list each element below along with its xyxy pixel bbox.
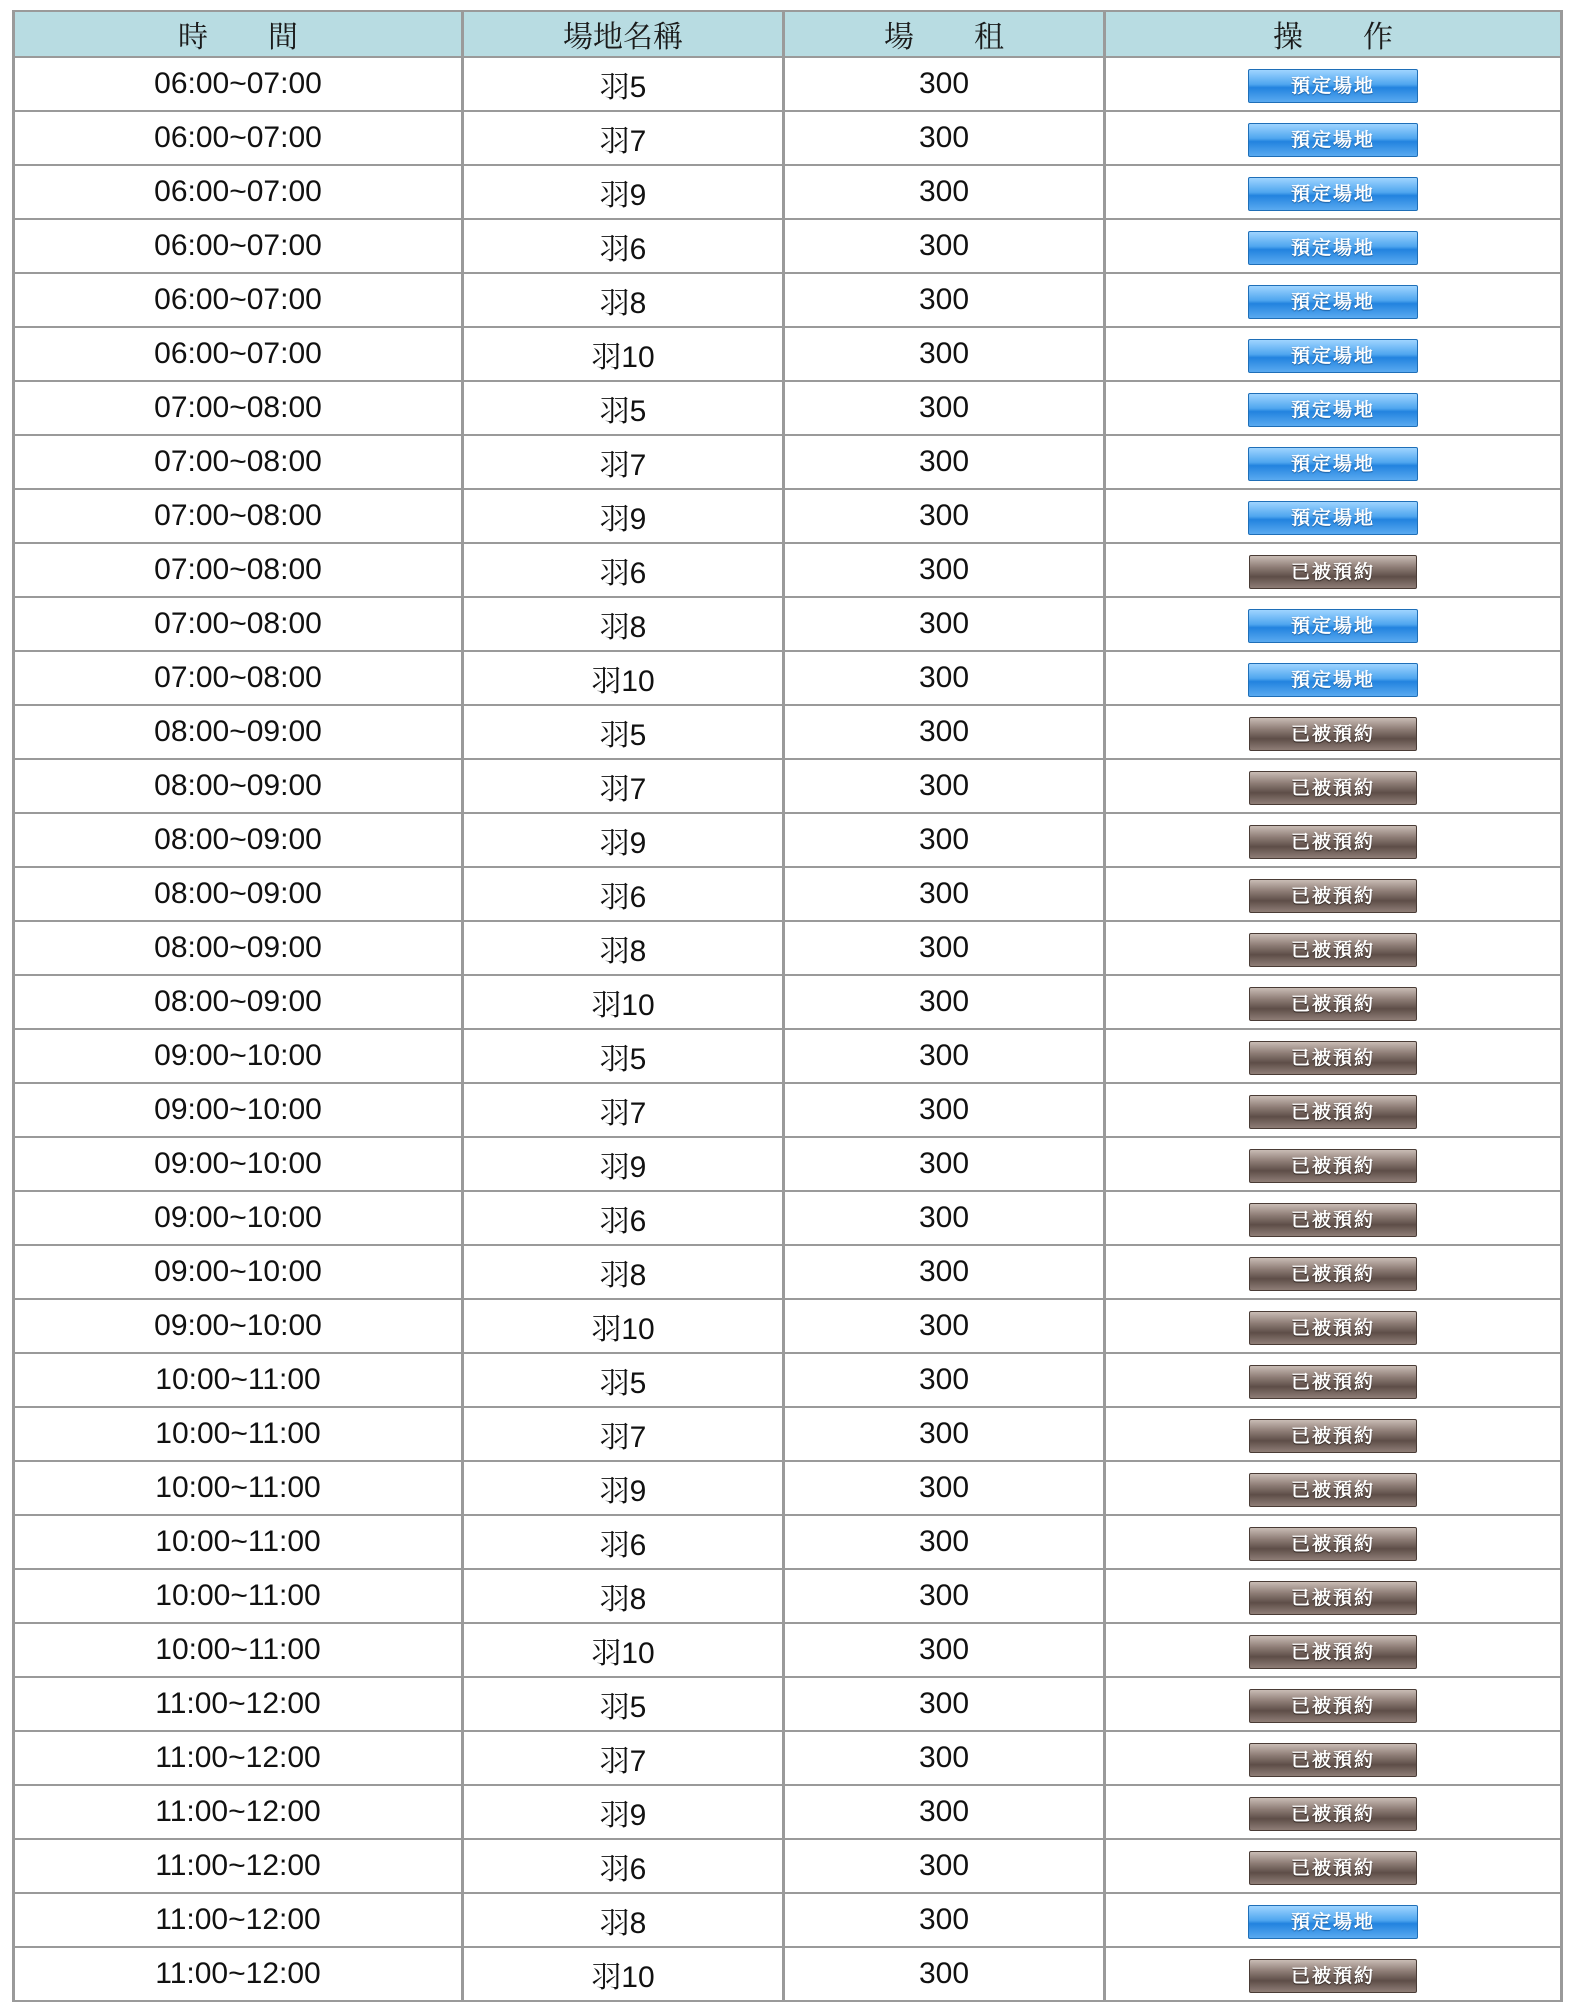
- fee-cell: 300: [785, 1300, 1103, 1352]
- fee-cell: 300: [785, 436, 1103, 488]
- column-header-time: 時 間: [15, 12, 461, 56]
- court-name-cell: 羽10: [464, 652, 782, 704]
- action-cell: [1106, 1138, 1560, 1190]
- time-slot-cell: 07:00~08:00: [15, 436, 461, 488]
- time-slot-cell: 08:00~09:00: [15, 760, 461, 812]
- fee-cell: 300: [785, 814, 1103, 866]
- table-row: [15, 274, 1560, 326]
- time-slot-cell: 09:00~10:00: [15, 1246, 461, 1298]
- action-cell: [1106, 1516, 1560, 1568]
- booked-status-button: 已被預約: [1249, 825, 1417, 859]
- fee-cell: 300: [785, 1408, 1103, 1460]
- time-slot-cell: 07:00~08:00: [15, 490, 461, 542]
- table-row: [15, 1408, 1560, 1460]
- court-name-cell: 羽9: [464, 1786, 782, 1838]
- court-name-cell: 羽6: [464, 1192, 782, 1244]
- booked-status-button: 已被預約: [1249, 879, 1417, 913]
- court-name-cell: 羽5: [464, 706, 782, 758]
- booked-status-button: 已被預約: [1249, 1851, 1417, 1885]
- time-slot-cell: 07:00~08:00: [15, 382, 461, 434]
- table-row: [15, 1948, 1560, 2000]
- table-header-row: [15, 12, 1560, 56]
- fee-cell: 300: [785, 706, 1103, 758]
- action-cell: [1106, 112, 1560, 164]
- fee-cell: 300: [785, 490, 1103, 542]
- court-name-cell: 羽7: [464, 760, 782, 812]
- court-name-cell: 羽7: [464, 1408, 782, 1460]
- booked-status-button: 已被預約: [1249, 1041, 1417, 1075]
- table-row: [15, 1786, 1560, 1838]
- action-cell: [1106, 436, 1560, 488]
- fee-cell: 300: [785, 1084, 1103, 1136]
- court-name-cell: 羽5: [464, 1678, 782, 1730]
- action-cell: [1106, 328, 1560, 380]
- booked-status-button: 已被預約: [1249, 1257, 1417, 1291]
- table-row: [15, 1192, 1560, 1244]
- reserve-court-button[interactable]: 預定場地: [1248, 69, 1418, 103]
- court-name-cell: 羽9: [464, 1138, 782, 1190]
- table-row: [15, 1246, 1560, 1298]
- table-row: [15, 706, 1560, 758]
- fee-cell: 300: [785, 598, 1103, 650]
- booked-status-button: 已被預約: [1249, 1311, 1417, 1345]
- action-cell: [1106, 976, 1560, 1028]
- court-name-cell: 羽6: [464, 220, 782, 272]
- booked-status-button: 已被預約: [1249, 1149, 1417, 1183]
- table-row: [15, 1894, 1560, 1946]
- action-cell: [1106, 1624, 1560, 1676]
- action-cell: [1106, 868, 1560, 920]
- court-name-cell: 羽8: [464, 922, 782, 974]
- action-cell: [1106, 1948, 1560, 2000]
- booked-status-button: 已被預約: [1249, 1203, 1417, 1237]
- action-cell: [1106, 382, 1560, 434]
- action-cell: [1106, 1732, 1560, 1784]
- time-slot-cell: 10:00~11:00: [15, 1624, 461, 1676]
- time-slot-cell: 08:00~09:00: [15, 814, 461, 866]
- table-body: [15, 58, 1560, 2000]
- booked-status-button: 已被預約: [1249, 1743, 1417, 1777]
- booked-status-button: 已被預約: [1249, 1419, 1417, 1453]
- table-row: [15, 1300, 1560, 1352]
- table-row: [15, 1516, 1560, 1568]
- court-name-cell: 羽10: [464, 328, 782, 380]
- action-cell: [1106, 1894, 1560, 1946]
- time-slot-cell: 07:00~08:00: [15, 598, 461, 650]
- table-row: [15, 382, 1560, 434]
- court-name-cell: 羽8: [464, 274, 782, 326]
- court-name-cell: 羽6: [464, 544, 782, 596]
- action-cell: [1106, 1300, 1560, 1352]
- fee-cell: 300: [785, 1462, 1103, 1514]
- fee-cell: 300: [785, 1516, 1103, 1568]
- fee-cell: 300: [785, 1192, 1103, 1244]
- time-slot-cell: 06:00~07:00: [15, 58, 461, 110]
- table-row: [15, 868, 1560, 920]
- time-slot-cell: 08:00~09:00: [15, 868, 461, 920]
- fee-cell: 300: [785, 1624, 1103, 1676]
- court-booking-table: [12, 10, 1563, 2002]
- fee-cell: 300: [785, 1948, 1103, 2000]
- fee-cell: 300: [785, 760, 1103, 812]
- table-row: [15, 652, 1560, 704]
- booked-status-button: 已被預約: [1249, 933, 1417, 967]
- reserve-court-button[interactable]: 預定場地: [1248, 393, 1418, 427]
- reserve-court-button[interactable]: 預定場地: [1248, 1905, 1418, 1939]
- table-row: [15, 1678, 1560, 1730]
- fee-cell: 300: [785, 1894, 1103, 1946]
- action-cell: [1106, 1570, 1560, 1622]
- court-name-cell: 羽7: [464, 436, 782, 488]
- booked-status-button: 已被預約: [1249, 1635, 1417, 1669]
- court-name-cell: 羽7: [464, 1732, 782, 1784]
- court-name-cell: 羽5: [464, 1030, 782, 1082]
- fee-cell: 300: [785, 382, 1103, 434]
- table-row: [15, 1624, 1560, 1676]
- booked-status-button: 已被預約: [1249, 555, 1417, 589]
- table-row: [15, 1354, 1560, 1406]
- action-cell: [1106, 652, 1560, 704]
- fee-cell: 300: [785, 1138, 1103, 1190]
- fee-cell: 300: [785, 112, 1103, 164]
- action-cell: [1106, 814, 1560, 866]
- fee-cell: 300: [785, 652, 1103, 704]
- time-slot-cell: 06:00~07:00: [15, 220, 461, 272]
- time-slot-cell: 08:00~09:00: [15, 706, 461, 758]
- court-name-cell: 羽10: [464, 1624, 782, 1676]
- court-name-cell: 羽7: [464, 112, 782, 164]
- fee-cell: 300: [785, 922, 1103, 974]
- table-row: [15, 112, 1560, 164]
- booked-status-button: 已被預約: [1249, 717, 1417, 751]
- reserve-court-button[interactable]: 預定場地: [1248, 231, 1418, 265]
- time-slot-cell: 10:00~11:00: [15, 1516, 461, 1568]
- court-name-cell: 羽10: [464, 976, 782, 1028]
- reserve-court-button[interactable]: 預定場地: [1248, 339, 1418, 373]
- fee-cell: 300: [785, 328, 1103, 380]
- time-slot-cell: 11:00~12:00: [15, 1786, 461, 1838]
- booked-status-button: 已被預約: [1249, 987, 1417, 1021]
- court-name-cell: 羽9: [464, 166, 782, 218]
- action-cell: [1106, 544, 1560, 596]
- reserve-court-button[interactable]: 預定場地: [1248, 123, 1418, 157]
- booked-status-button: 已被預約: [1249, 1959, 1417, 1993]
- court-name-cell: 羽9: [464, 490, 782, 542]
- court-name-cell: 羽9: [464, 1462, 782, 1514]
- reserve-court-button[interactable]: 預定場地: [1248, 663, 1418, 697]
- action-cell: [1106, 1678, 1560, 1730]
- table-row: [15, 544, 1560, 596]
- booked-status-button: 已被預約: [1249, 771, 1417, 805]
- time-slot-cell: 10:00~11:00: [15, 1462, 461, 1514]
- booked-status-button: 已被預約: [1249, 1527, 1417, 1561]
- court-name-cell: 羽6: [464, 1840, 782, 1892]
- fee-cell: 300: [785, 1840, 1103, 1892]
- reserve-court-button[interactable]: 預定場地: [1248, 447, 1418, 481]
- time-slot-cell: 09:00~10:00: [15, 1138, 461, 1190]
- table-row: [15, 1732, 1560, 1784]
- booked-status-button: 已被預約: [1249, 1581, 1417, 1615]
- time-slot-cell: 10:00~11:00: [15, 1570, 461, 1622]
- booked-status-button: 已被預約: [1249, 1797, 1417, 1831]
- action-cell: [1106, 1084, 1560, 1136]
- booked-status-button: 已被預約: [1249, 1095, 1417, 1129]
- table-row: [15, 1462, 1560, 1514]
- action-cell: [1106, 1408, 1560, 1460]
- reserve-court-button[interactable]: 預定場地: [1248, 177, 1418, 211]
- table-row: [15, 220, 1560, 272]
- court-name-cell: 羽8: [464, 1894, 782, 1946]
- time-slot-cell: 06:00~07:00: [15, 112, 461, 164]
- time-slot-cell: 11:00~12:00: [15, 1678, 461, 1730]
- table-row: [15, 1570, 1560, 1622]
- time-slot-cell: 09:00~10:00: [15, 1084, 461, 1136]
- action-cell: [1106, 1354, 1560, 1406]
- court-name-cell: 羽9: [464, 814, 782, 866]
- fee-cell: 300: [785, 1246, 1103, 1298]
- action-cell: [1106, 220, 1560, 272]
- fee-cell: 300: [785, 868, 1103, 920]
- time-slot-cell: 06:00~07:00: [15, 166, 461, 218]
- action-cell: [1106, 598, 1560, 650]
- action-cell: [1106, 58, 1560, 110]
- court-name-cell: 羽10: [464, 1300, 782, 1352]
- fee-cell: 300: [785, 1570, 1103, 1622]
- action-cell: [1106, 1030, 1560, 1082]
- time-slot-cell: 10:00~11:00: [15, 1408, 461, 1460]
- action-cell: [1106, 166, 1560, 218]
- fee-cell: 300: [785, 1354, 1103, 1406]
- fee-cell: 300: [785, 976, 1103, 1028]
- time-slot-cell: 11:00~12:00: [15, 1840, 461, 1892]
- table-row: [15, 436, 1560, 488]
- time-slot-cell: 11:00~12:00: [15, 1894, 461, 1946]
- reserve-court-button[interactable]: 預定場地: [1248, 285, 1418, 319]
- table-row: [15, 1030, 1560, 1082]
- table-row: [15, 598, 1560, 650]
- court-name-cell: 羽8: [464, 598, 782, 650]
- action-cell: [1106, 1246, 1560, 1298]
- table-row: [15, 814, 1560, 866]
- fee-cell: 300: [785, 1678, 1103, 1730]
- table-row: [15, 976, 1560, 1028]
- table-row: [15, 922, 1560, 974]
- action-cell: [1106, 922, 1560, 974]
- time-slot-cell: 11:00~12:00: [15, 1732, 461, 1784]
- time-slot-cell: 08:00~09:00: [15, 922, 461, 974]
- reserve-court-button[interactable]: 預定場地: [1248, 609, 1418, 643]
- action-cell: [1106, 490, 1560, 542]
- booked-status-button: 已被預約: [1249, 1689, 1417, 1723]
- time-slot-cell: 10:00~11:00: [15, 1354, 461, 1406]
- action-cell: [1106, 1840, 1560, 1892]
- court-name-cell: 羽8: [464, 1570, 782, 1622]
- court-name-cell: 羽6: [464, 868, 782, 920]
- time-slot-cell: 09:00~10:00: [15, 1192, 461, 1244]
- fee-cell: 300: [785, 58, 1103, 110]
- fee-cell: 300: [785, 1786, 1103, 1838]
- column-header-fee: 場 租: [785, 12, 1103, 56]
- time-slot-cell: 09:00~10:00: [15, 1030, 461, 1082]
- fee-cell: 300: [785, 220, 1103, 272]
- time-slot-cell: 06:00~07:00: [15, 274, 461, 326]
- fee-cell: 300: [785, 544, 1103, 596]
- reserve-court-button[interactable]: 預定場地: [1248, 501, 1418, 535]
- time-slot-cell: 07:00~08:00: [15, 544, 461, 596]
- court-name-cell: 羽5: [464, 1354, 782, 1406]
- table-row: [15, 760, 1560, 812]
- booked-status-button: 已被預約: [1249, 1473, 1417, 1507]
- action-cell: [1106, 1462, 1560, 1514]
- fee-cell: 300: [785, 166, 1103, 218]
- court-name-cell: 羽10: [464, 1948, 782, 2000]
- time-slot-cell: 07:00~08:00: [15, 652, 461, 704]
- court-name-cell: 羽5: [464, 58, 782, 110]
- table-row: [15, 490, 1560, 542]
- time-slot-cell: 11:00~12:00: [15, 1948, 461, 2000]
- court-name-cell: 羽7: [464, 1084, 782, 1136]
- fee-cell: 300: [785, 1030, 1103, 1082]
- court-name-cell: 羽5: [464, 382, 782, 434]
- action-cell: [1106, 274, 1560, 326]
- time-slot-cell: 08:00~09:00: [15, 976, 461, 1028]
- action-cell: [1106, 706, 1560, 758]
- fee-cell: 300: [785, 1732, 1103, 1784]
- table-row: [15, 328, 1560, 380]
- time-slot-cell: 09:00~10:00: [15, 1300, 461, 1352]
- fee-cell: 300: [785, 274, 1103, 326]
- table-row: [15, 1840, 1560, 1892]
- table-row: [15, 58, 1560, 110]
- column-header-court: 場地名稱: [464, 12, 782, 56]
- action-cell: [1106, 760, 1560, 812]
- court-name-cell: 羽8: [464, 1246, 782, 1298]
- action-cell: [1106, 1192, 1560, 1244]
- action-cell: [1106, 1786, 1560, 1838]
- table-row: [15, 166, 1560, 218]
- court-name-cell: 羽6: [464, 1516, 782, 1568]
- column-header-action: 操 作: [1106, 12, 1560, 56]
- table-row: [15, 1084, 1560, 1136]
- table-row: [15, 1138, 1560, 1190]
- booked-status-button: 已被預約: [1249, 1365, 1417, 1399]
- time-slot-cell: 06:00~07:00: [15, 328, 461, 380]
